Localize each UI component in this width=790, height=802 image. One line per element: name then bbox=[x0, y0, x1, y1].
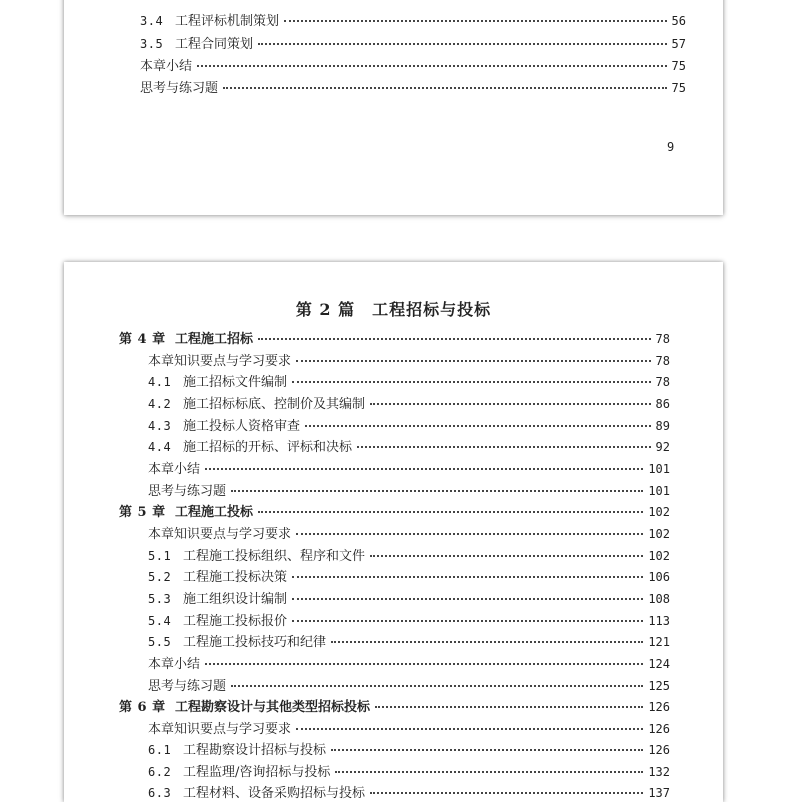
section-number: 5.4 bbox=[148, 614, 172, 628]
section-number: 3.5 bbox=[140, 37, 164, 51]
chapter-number: 第 6 章 bbox=[119, 700, 166, 715]
dot-leader bbox=[231, 490, 643, 492]
toc-entry[interactable] bbox=[148, 785, 670, 802]
dot-leader bbox=[223, 87, 667, 89]
section-number: 4.1 bbox=[148, 375, 172, 389]
section-number: 5.3 bbox=[148, 592, 172, 606]
dot-leader bbox=[205, 663, 643, 665]
page-number: 78 bbox=[655, 354, 670, 368]
part-title: 第 2 篇 工程招标与投标 bbox=[295, 300, 492, 319]
toc-entry-exercises[interactable] bbox=[148, 678, 670, 695]
dot-leader bbox=[292, 598, 643, 600]
section-number: 6.2 bbox=[148, 765, 172, 779]
toc-entry-exercises[interactable] bbox=[140, 80, 686, 97]
page-number: 92 bbox=[655, 440, 670, 454]
entry-title: 工程勘察设计与其他类型招标投标 bbox=[175, 700, 371, 715]
entry-title: 工程施工投标组织、程序和文件 bbox=[183, 549, 366, 564]
dot-leader bbox=[284, 20, 667, 22]
dot-leader bbox=[335, 771, 643, 773]
section-number: 5.1 bbox=[148, 549, 172, 563]
dot-leader bbox=[292, 620, 643, 622]
dot-leader bbox=[370, 555, 643, 557]
page-number: 56 bbox=[671, 14, 686, 28]
toc-entry[interactable] bbox=[148, 721, 670, 738]
entry-title: 工程施工招标 bbox=[175, 332, 254, 347]
page-number: 106 bbox=[648, 570, 670, 584]
page-number: 75 bbox=[671, 59, 686, 73]
toc-entry[interactable] bbox=[148, 374, 670, 391]
toc-entry[interactable] bbox=[140, 36, 686, 53]
chapter-number: 第 5 章 bbox=[119, 505, 166, 520]
toc-chapter-6[interactable] bbox=[119, 699, 670, 716]
dot-leader bbox=[305, 425, 651, 427]
dot-leader bbox=[292, 381, 651, 383]
dot-leader bbox=[357, 446, 651, 448]
entry-title: 本章小结 bbox=[148, 657, 201, 672]
toc-entry-summary[interactable] bbox=[148, 656, 670, 673]
dot-leader bbox=[296, 533, 643, 535]
entry-title: 工程监理/咨询招标与投标 bbox=[183, 765, 331, 780]
dot-leader bbox=[197, 65, 667, 67]
toc-entry[interactable] bbox=[148, 764, 670, 781]
toc-chapter-5[interactable] bbox=[119, 504, 670, 521]
dot-leader bbox=[205, 468, 643, 470]
page-number: 102 bbox=[648, 527, 670, 541]
entry-title: 本章知识要点与学习要求 bbox=[148, 527, 292, 542]
page-number: 126 bbox=[648, 722, 670, 736]
entry-title: 施工组织设计编制 bbox=[183, 592, 288, 607]
dot-leader bbox=[331, 749, 643, 751]
dot-leader bbox=[370, 792, 643, 794]
page-number: 102 bbox=[648, 549, 670, 563]
section-number: 6.1 bbox=[148, 743, 172, 757]
page-number: 137 bbox=[648, 786, 670, 800]
toc-entry[interactable] bbox=[148, 548, 670, 565]
page-number: 108 bbox=[648, 592, 670, 606]
page-number: 121 bbox=[648, 635, 670, 649]
page-number: 113 bbox=[648, 614, 670, 628]
page-number: 89 bbox=[655, 419, 670, 433]
toc-entry[interactable] bbox=[148, 396, 670, 413]
entry-title: 施工投标人资格审查 bbox=[183, 419, 301, 434]
section-number: 4.4 bbox=[148, 440, 172, 454]
dot-leader bbox=[375, 706, 643, 708]
page-number: 132 bbox=[648, 765, 670, 779]
toc-entry-exercises[interactable] bbox=[148, 483, 670, 500]
dot-leader bbox=[370, 403, 651, 405]
toc-entry[interactable] bbox=[148, 353, 670, 370]
dot-leader bbox=[231, 685, 643, 687]
page-number: 101 bbox=[648, 484, 670, 498]
section-number: 3.4 bbox=[140, 14, 164, 28]
toc-chapter-4[interactable] bbox=[119, 331, 670, 348]
entry-title: 思考与练习题 bbox=[148, 484, 227, 499]
toc-entry[interactable] bbox=[148, 742, 670, 759]
page-number: 78 bbox=[655, 332, 670, 346]
entry-title: 工程施工投标技巧和纪律 bbox=[183, 635, 327, 650]
toc-entry-summary[interactable] bbox=[140, 58, 686, 75]
folio-page-number: 9 bbox=[667, 140, 675, 154]
entry-title: 工程施工投标决策 bbox=[183, 570, 288, 585]
toc-entry[interactable] bbox=[148, 418, 670, 435]
entry-title: 施工招标标底、控制价及其编制 bbox=[183, 397, 366, 412]
entry-title: 本章知识要点与学习要求 bbox=[148, 722, 292, 737]
toc-page-part-2 bbox=[64, 262, 723, 802]
toc-entry-summary[interactable] bbox=[148, 461, 670, 478]
toc-entry[interactable] bbox=[148, 591, 670, 608]
entry-title: 本章知识要点与学习要求 bbox=[148, 354, 292, 369]
toc-entry[interactable] bbox=[148, 526, 670, 543]
toc-entry[interactable] bbox=[148, 569, 670, 586]
entry-title: 施工招标文件编制 bbox=[183, 375, 288, 390]
dot-leader bbox=[258, 43, 667, 45]
dot-leader bbox=[331, 641, 643, 643]
entry-title: 工程评标机制策划 bbox=[175, 14, 280, 29]
section-number: 5.5 bbox=[148, 635, 172, 649]
section-number: 4.2 bbox=[148, 397, 172, 411]
page-number: 126 bbox=[648, 743, 670, 757]
entry-title: 工程施工投标报价 bbox=[183, 614, 288, 629]
page-number: 78 bbox=[655, 375, 670, 389]
dot-leader bbox=[296, 360, 651, 362]
section-number: 6.3 bbox=[148, 786, 172, 800]
entry-title: 工程材料、设备采购招标与投标 bbox=[183, 786, 366, 801]
section-number: 4.3 bbox=[148, 419, 172, 433]
dot-leader bbox=[296, 728, 643, 730]
toc-entry[interactable] bbox=[140, 13, 686, 30]
page-number: 102 bbox=[648, 505, 670, 519]
page-number: 101 bbox=[648, 462, 670, 476]
page-number: 57 bbox=[671, 37, 686, 51]
page-number: 125 bbox=[648, 679, 670, 693]
toc-page-previous bbox=[64, 0, 723, 215]
dot-leader bbox=[258, 511, 643, 513]
entry-title: 本章小结 bbox=[148, 462, 201, 477]
section-number: 5.2 bbox=[148, 570, 172, 584]
toc-entry[interactable] bbox=[148, 439, 670, 456]
dot-leader bbox=[292, 576, 643, 578]
entry-title: 思考与练习题 bbox=[140, 81, 219, 96]
chapter-number: 第 4 章 bbox=[119, 332, 166, 347]
entry-title: 施工招标的开标、评标和决标 bbox=[183, 440, 353, 455]
page-number: 86 bbox=[655, 397, 670, 411]
dot-leader bbox=[258, 338, 651, 340]
toc-entry[interactable] bbox=[148, 634, 670, 651]
entry-title: 工程施工投标 bbox=[175, 505, 254, 520]
page-number: 75 bbox=[671, 81, 686, 95]
entry-title: 本章小结 bbox=[140, 59, 193, 74]
page-number: 124 bbox=[648, 657, 670, 671]
entry-title: 工程勘察设计招标与投标 bbox=[183, 743, 327, 758]
page-number: 126 bbox=[648, 700, 670, 714]
toc-entry[interactable] bbox=[148, 613, 670, 630]
entry-title: 思考与练习题 bbox=[148, 679, 227, 694]
entry-title: 工程合同策划 bbox=[175, 37, 254, 52]
